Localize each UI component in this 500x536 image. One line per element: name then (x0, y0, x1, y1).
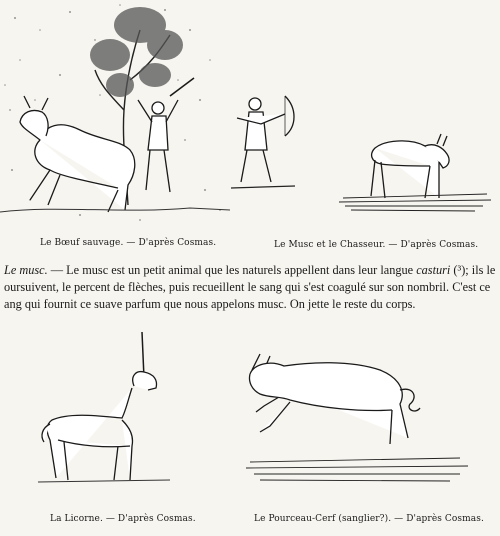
text-line3: ang qui fournit ce suave parfum que nous appelons musc. On jette le reste du corps. (4, 297, 416, 311)
pig-deer-illustration (230, 340, 495, 500)
text-line1b: (³); ils le (450, 263, 496, 277)
musk-hunter-illustration (225, 90, 495, 220)
caption-musk-hunter: Le Musc et le Chasseur. — D'après Cosmas. (274, 240, 479, 250)
caption-pig-deer: Le Pourceau-Cerf (sanglier?). — D'après Cosmas. (254, 514, 484, 524)
musk-paragraph (4, 262, 496, 313)
wild-ox-illustration (0, 0, 230, 232)
unicorn-illustration (30, 328, 210, 493)
text-line2: oursuivent, le percent de flèches, puis recueillent le sang qui s'est coagulé sur son nombril. C'est ce (4, 280, 491, 294)
caption-wild-ox: Le Bœuf sauvage. — D'après Cosmas. (40, 238, 217, 248)
caption-unicorn: La Licorne. — D'après Cosmas. (50, 514, 196, 524)
section-lead: Le musc. (4, 263, 48, 277)
term-casturi: casturi (416, 263, 451, 277)
text-line1a: — Le musc est un petit animal que les naturels appellent dans leur langue (47, 263, 417, 277)
